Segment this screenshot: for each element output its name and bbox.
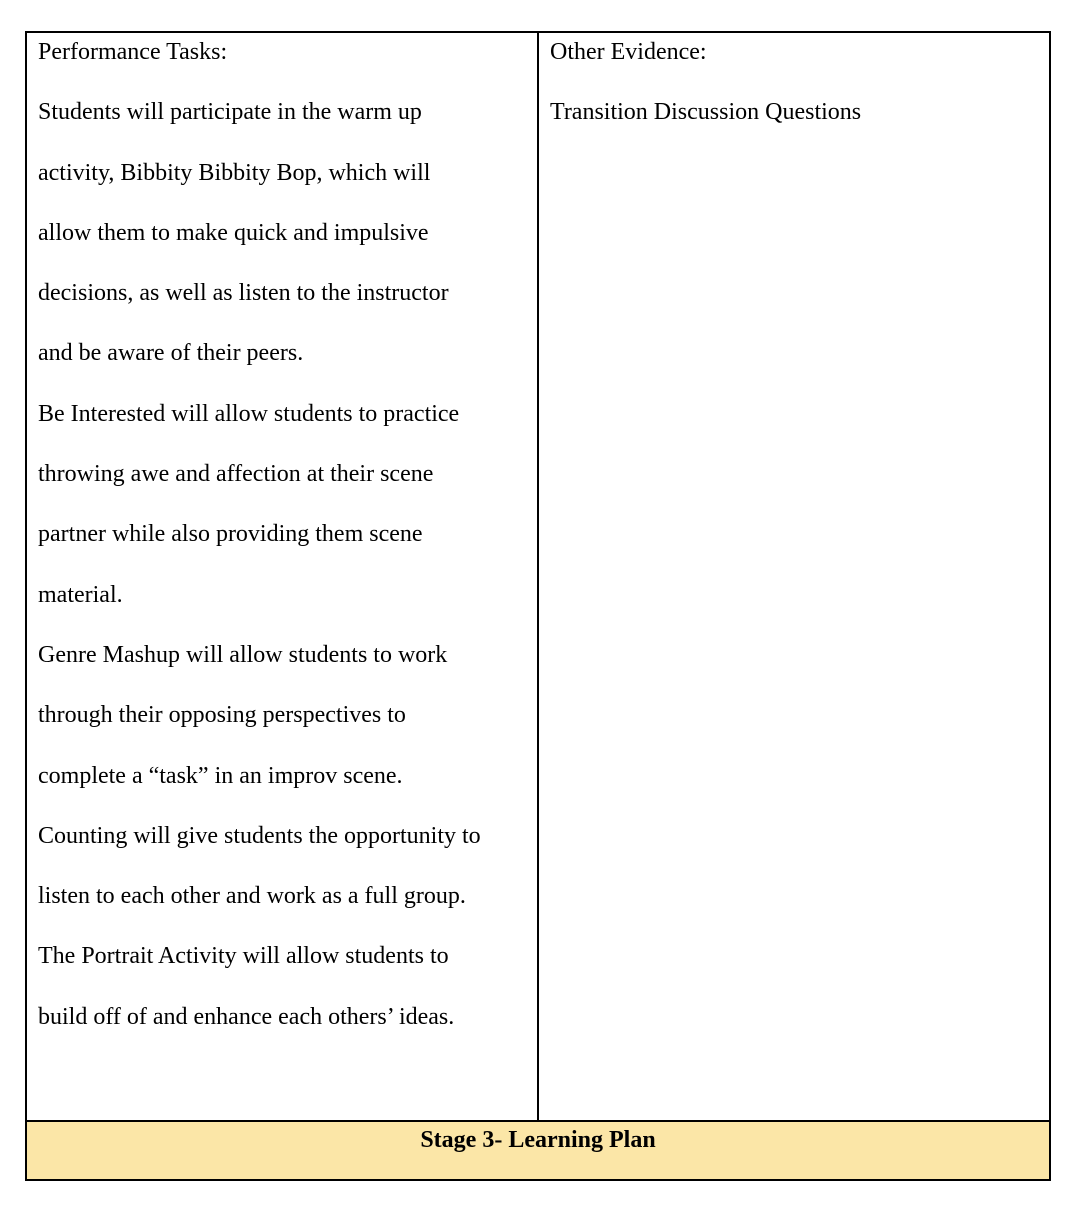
performance-tasks-line: The Portrait Activity will allow students to bbox=[38, 943, 449, 970]
performance-tasks-line: listen to each other and work as a full group. bbox=[38, 883, 466, 910]
other-evidence-line: Transition Discussion Questions bbox=[550, 99, 862, 126]
performance-tasks-line: partner while also providing them scene bbox=[38, 521, 423, 548]
stage-3-title: Stage 3- Learning Plan bbox=[420, 1127, 656, 1153]
performance-tasks-line: build off of and enhance each others’ ideas. bbox=[38, 1003, 455, 1030]
performance-tasks-cell bbox=[27, 33, 539, 1120]
performance-tasks-line: through their opposing perspectives to bbox=[38, 702, 406, 729]
other-evidence-cell bbox=[539, 33, 1049, 1120]
performance-tasks-line: and be aware of their peers. bbox=[38, 340, 304, 367]
performance-tasks-line: Students will participate in the warm up bbox=[38, 99, 422, 126]
other-evidence-heading: Other Evidence: bbox=[550, 39, 707, 65]
performance-tasks-line: activity, Bibbity Bibbity Bop, which will bbox=[38, 159, 431, 186]
performance-tasks-line: material. bbox=[38, 581, 123, 608]
performance-tasks-line: Counting will give students the opportunity to bbox=[38, 822, 481, 849]
performance-tasks-line: allow them to make quick and impulsive bbox=[38, 219, 429, 246]
performance-tasks-heading: Performance Tasks: bbox=[38, 39, 228, 65]
lesson-plan-table bbox=[25, 31, 1051, 1181]
performance-tasks-line: Be Interested will allow students to practice bbox=[38, 400, 460, 427]
performance-tasks-line: Genre Mashup will allow students to work bbox=[38, 641, 448, 668]
performance-tasks-line: throwing awe and affection at their scene bbox=[38, 461, 434, 488]
performance-tasks-line: decisions, as well as listen to the instructor bbox=[38, 280, 449, 307]
performance-tasks-line: complete a “task” in an improv scene. bbox=[38, 762, 403, 789]
stage-3-header-row bbox=[27, 1120, 1049, 1179]
